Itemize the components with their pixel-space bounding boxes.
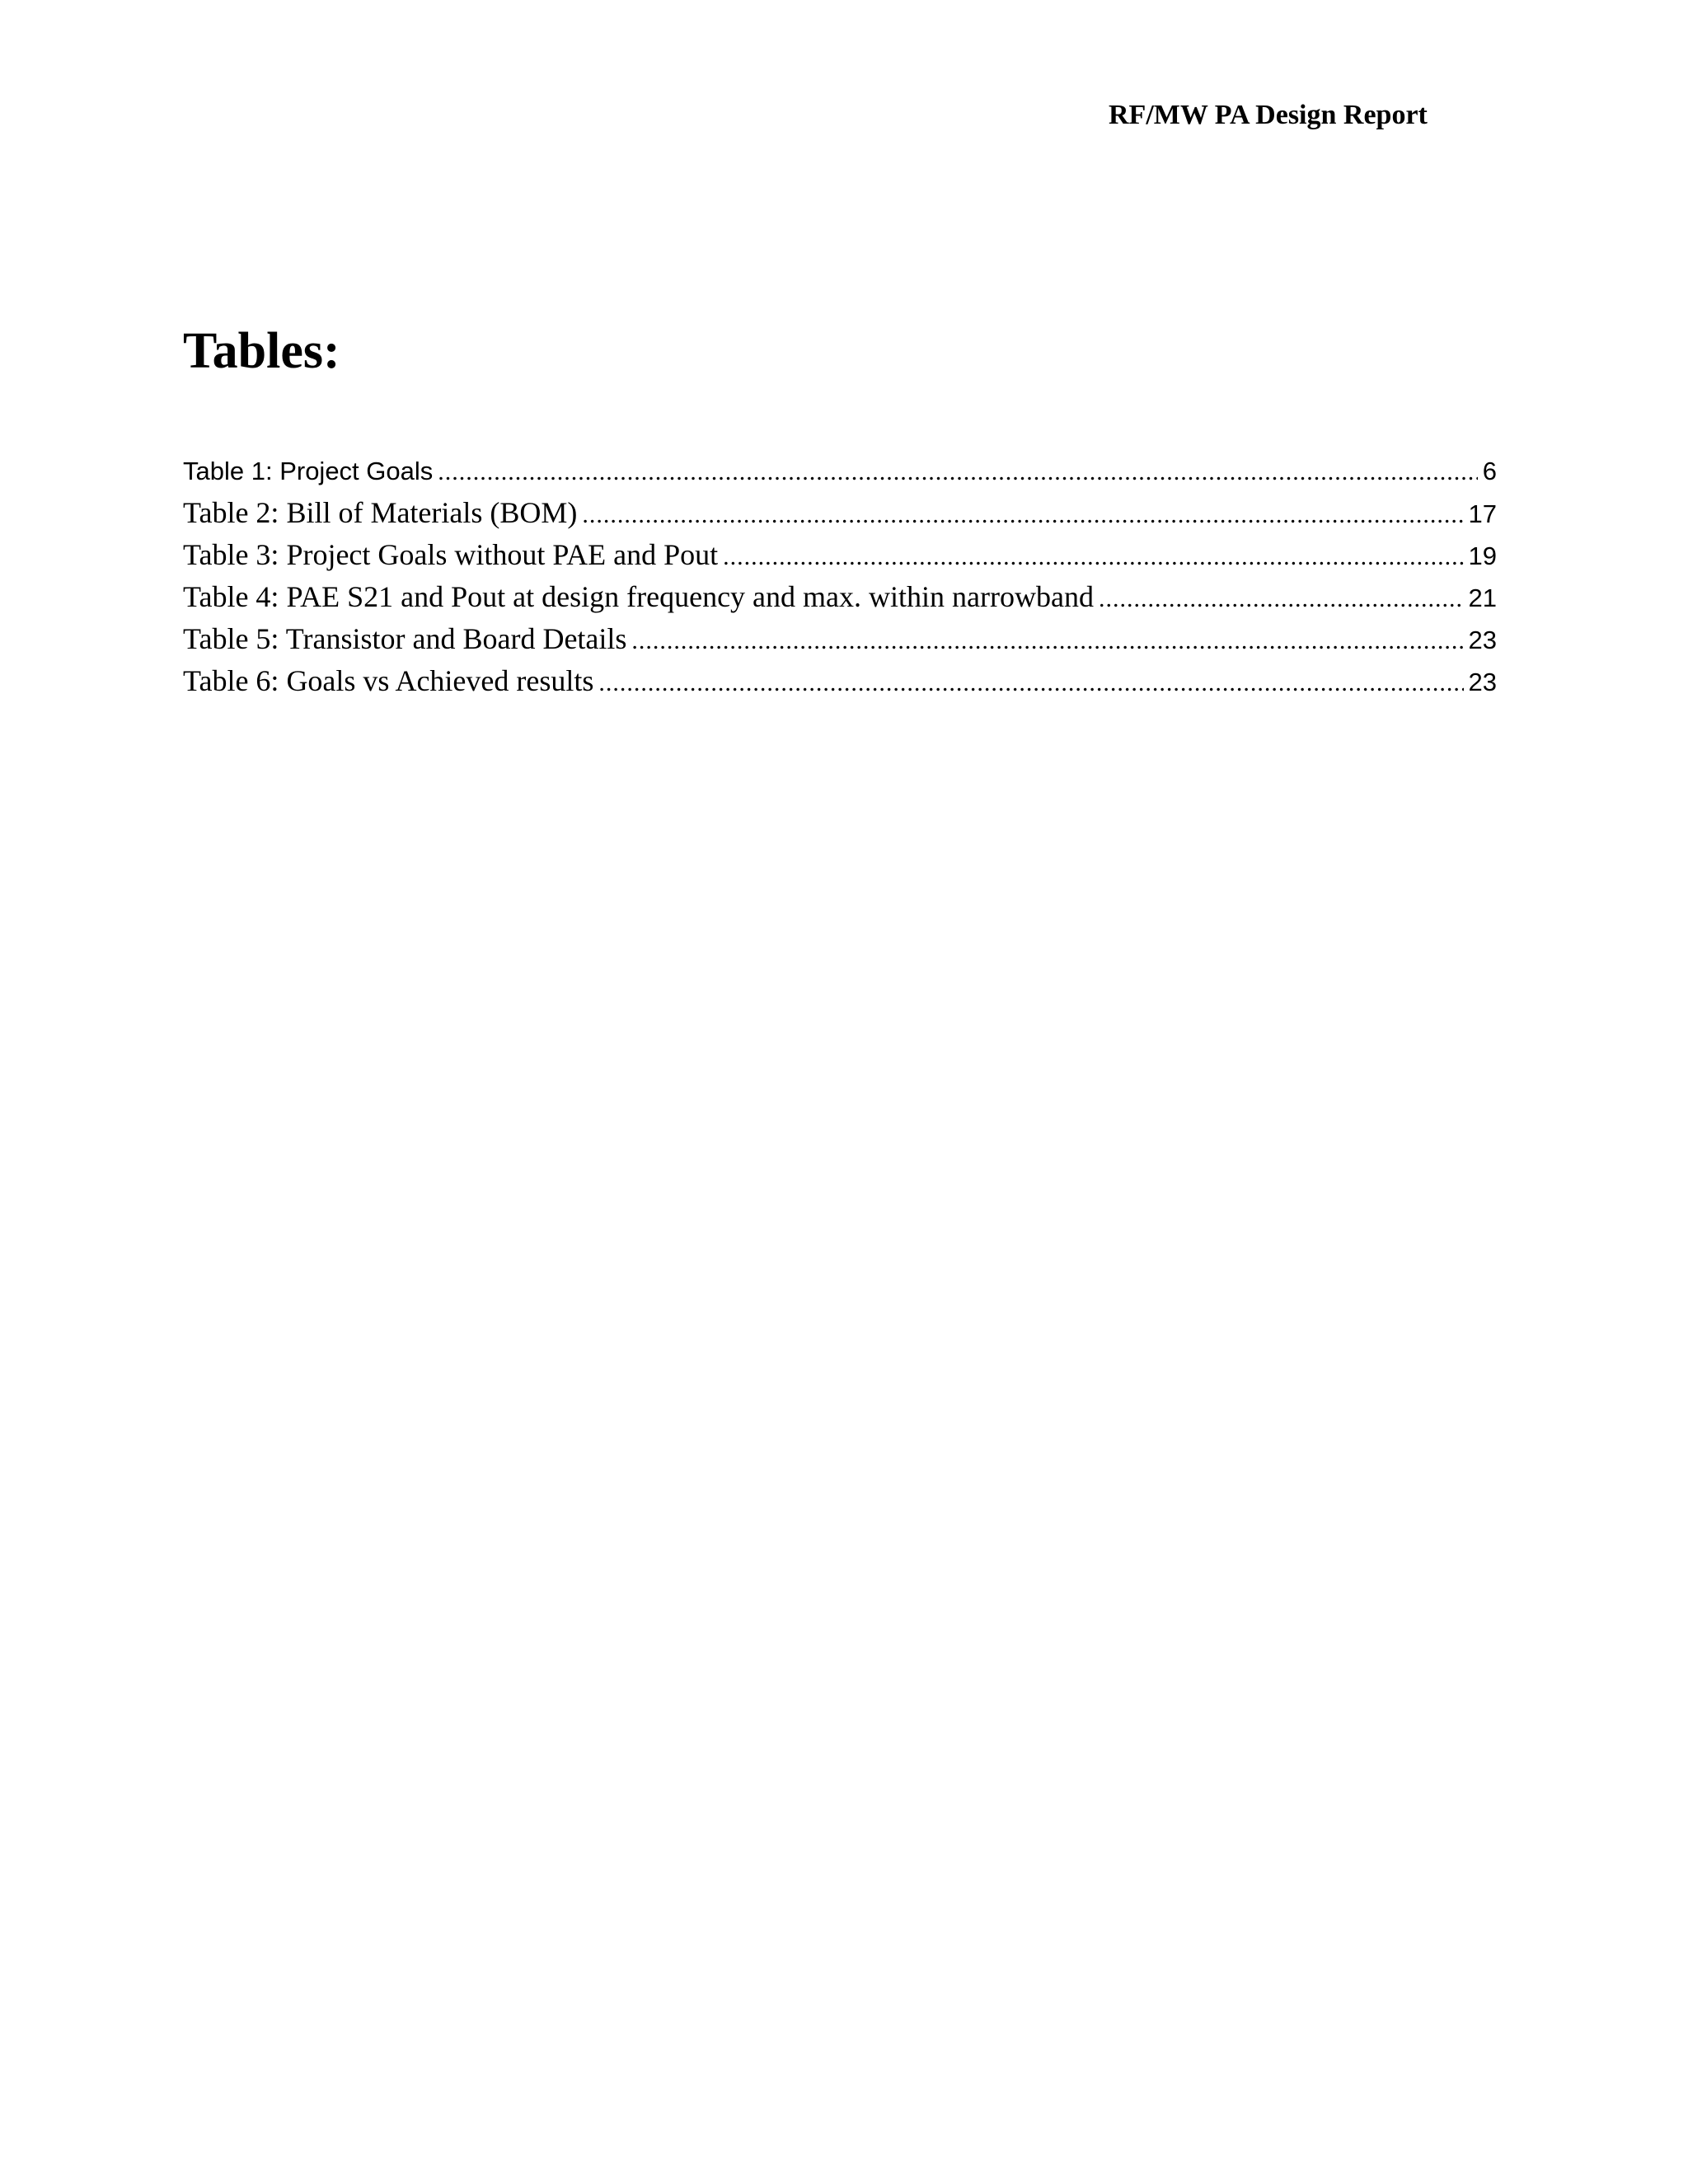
toc-entry-page: 21 [1468,583,1497,612]
toc-entry-title: Table 5: Transistor and Board Details [183,622,627,655]
running-header: RF/MW PA Design Report [1109,100,1428,130]
toc-entry-title: Table 2: Bill of Materials (BOM) [183,496,578,529]
toc-entry-page: 23 [1468,626,1497,654]
section-heading: Tables: [183,323,340,379]
toc-entry-page: 17 [1468,499,1497,528]
toc-entry[interactable] [183,618,1497,660]
toc-leader-dots [582,494,1463,534]
toc-entry-page: 19 [1468,541,1497,570]
toc-entry[interactable] [183,534,1497,576]
list-of-tables [183,450,1497,702]
toc-entry-page: 23 [1468,668,1497,696]
toc-entry-title: Table 4: PAE S21 and Pout at design frequency and max. within narrowband [183,580,1094,613]
toc-entry[interactable] [183,450,1497,492]
toc-leader-dots [1099,578,1464,618]
toc-entry-title: Table 1: Project Goals [183,457,434,485]
toc-entry-page: 6 [1482,457,1497,485]
toc-entry[interactable] [183,492,1497,534]
toc-entry[interactable] [183,660,1497,702]
toc-entry[interactable] [183,576,1497,618]
toc-leader-dots [598,662,1463,702]
toc-entry-title: Table 3: Project Goals without PAE and Pout [183,538,719,571]
toc-leader-dots [438,451,1477,492]
toc-leader-dots [723,536,1463,576]
toc-entry-title: Table 6: Goals vs Achieved results [183,664,594,697]
toc-leader-dots [631,620,1463,660]
